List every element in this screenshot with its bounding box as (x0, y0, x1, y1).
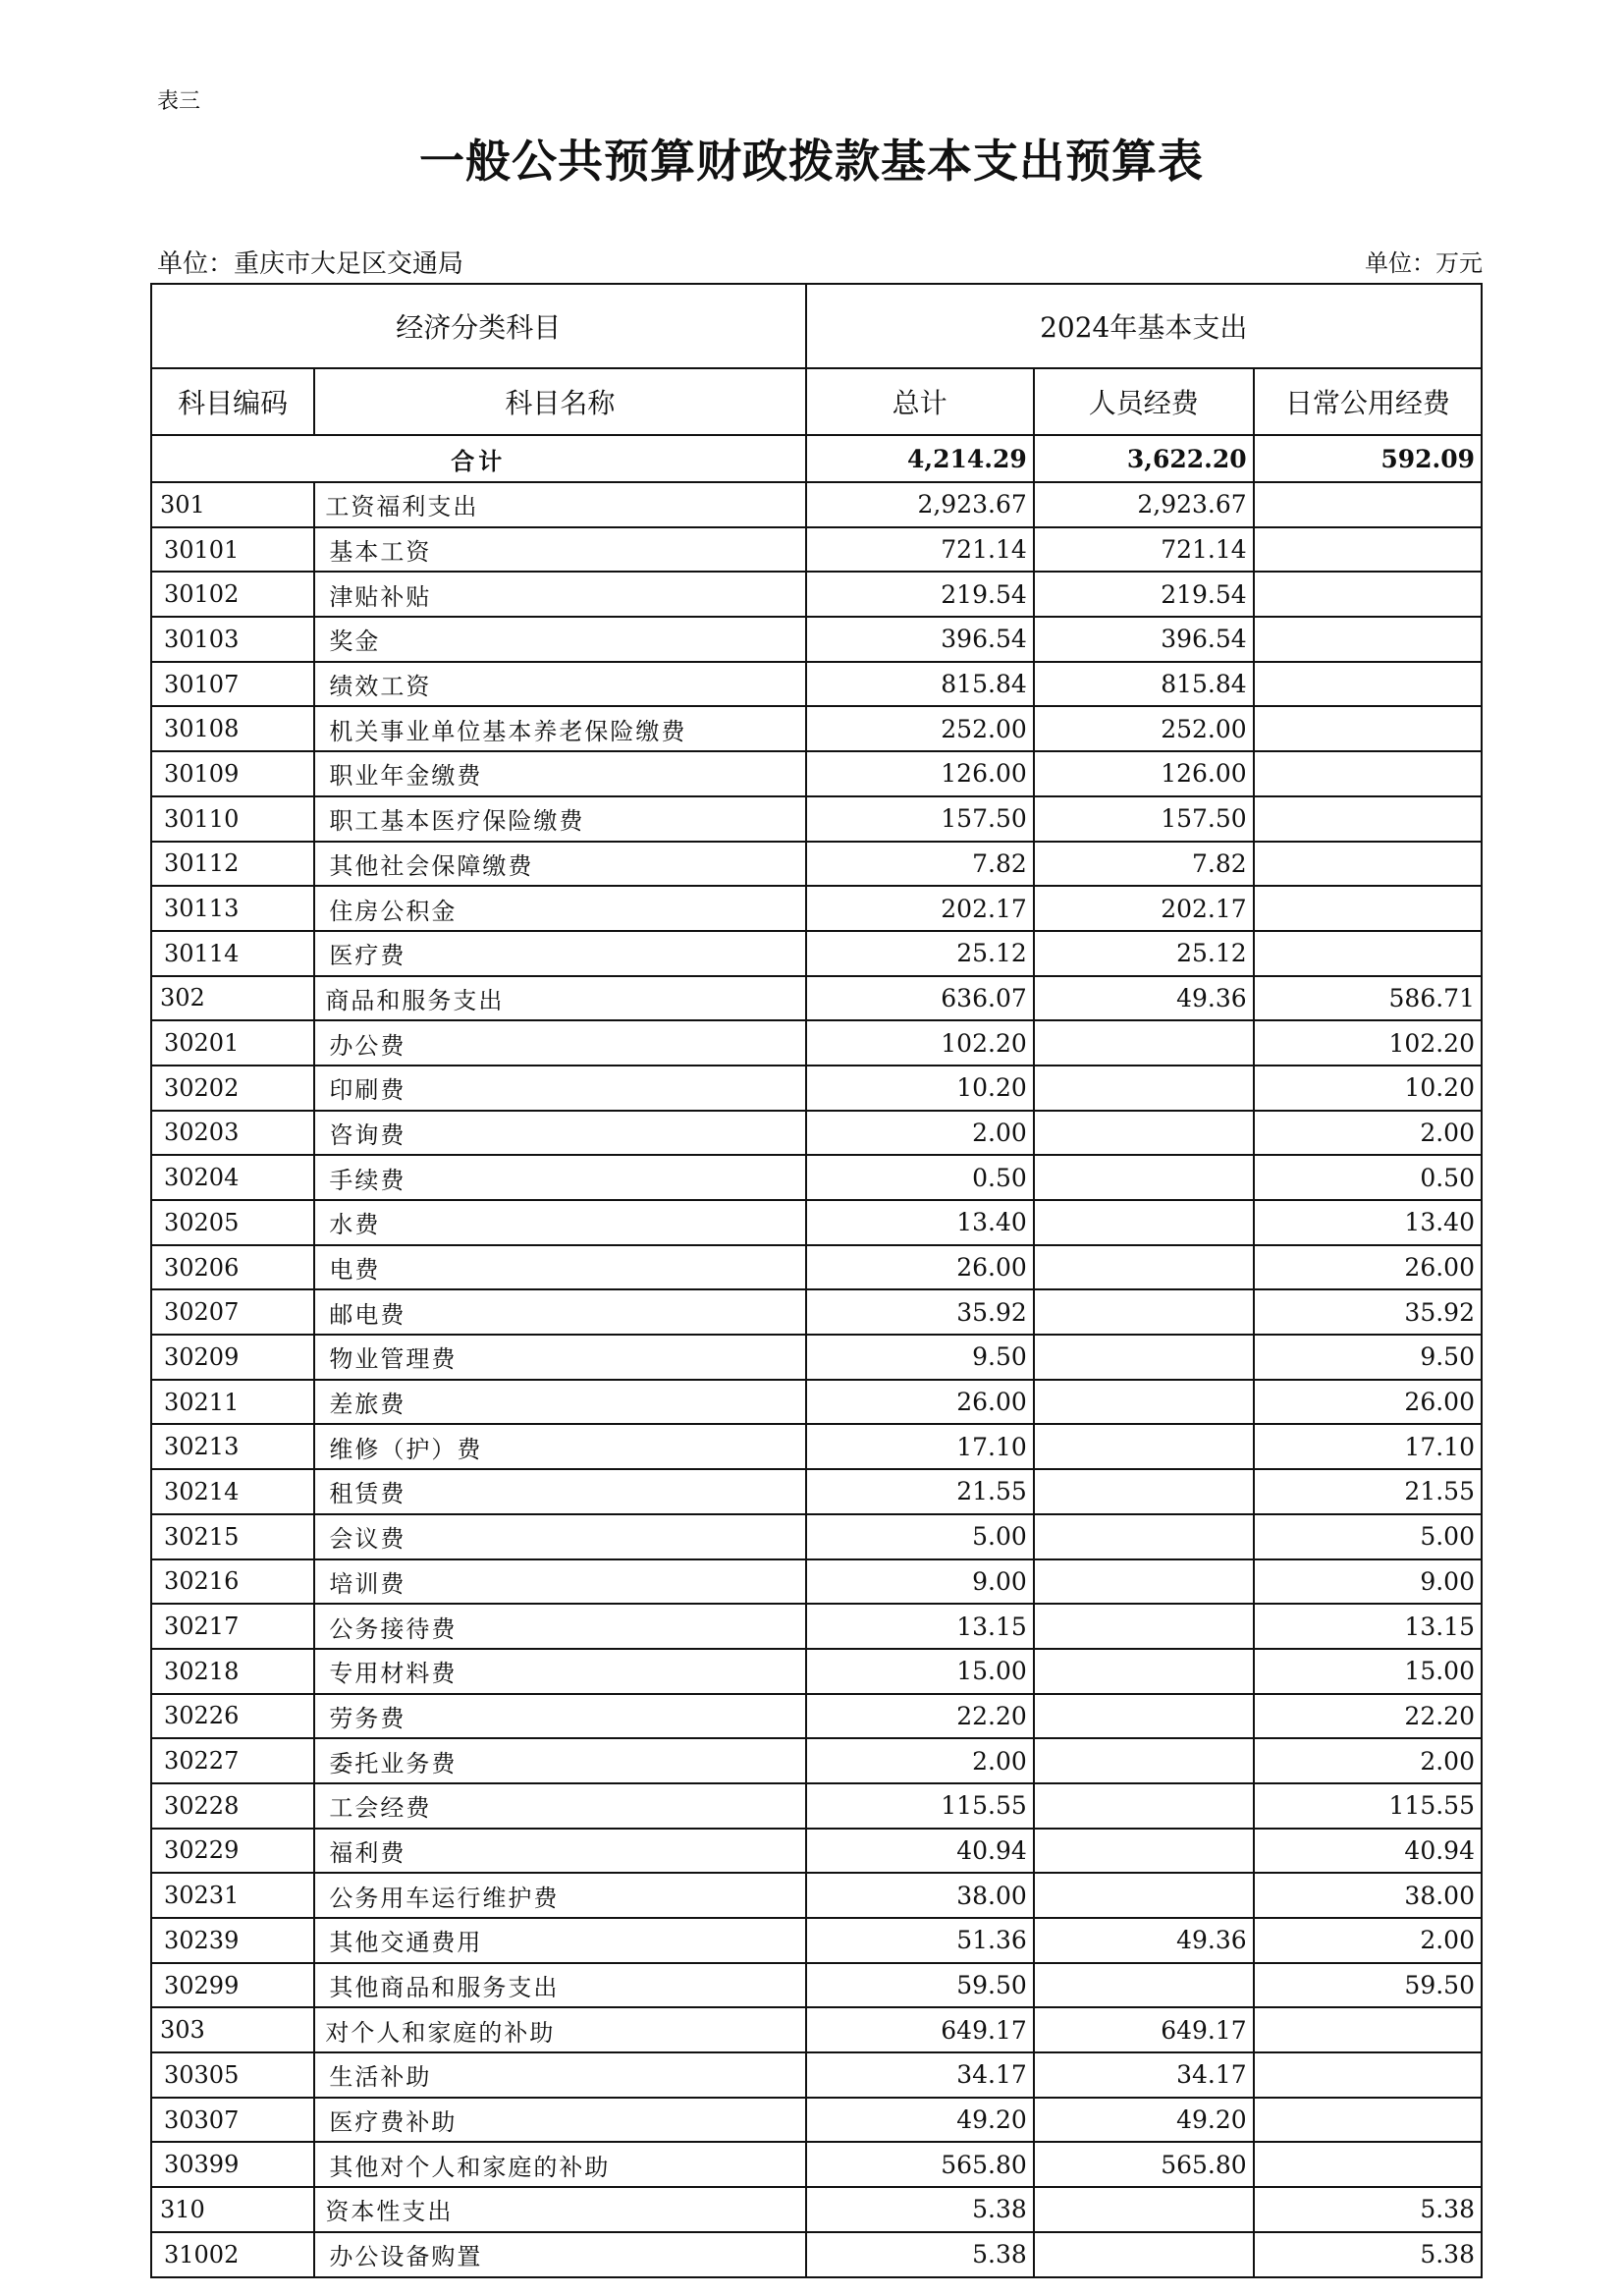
row-name: 资本性支出 (314, 2187, 805, 2232)
row-personnel (1034, 1289, 1254, 1335)
row-daily: 35.92 (1254, 1289, 1482, 1335)
row-personnel (1034, 1873, 1254, 1918)
table-row (151, 1469, 1482, 1514)
row-total: 2.00 (806, 1111, 1034, 1156)
row-code: 303 (151, 2007, 314, 2052)
table-row (151, 1066, 1482, 1111)
header-row-2 (151, 368, 1482, 435)
row-total: 219.54 (806, 572, 1034, 617)
row-code: 30213 (151, 1424, 314, 1469)
row-total: 9.50 (806, 1335, 1034, 1380)
row-total: 26.00 (806, 1380, 1034, 1425)
row-code: 30202 (151, 1066, 314, 1111)
row-daily: 5.38 (1254, 2187, 1482, 2232)
row-code: 30231 (151, 1873, 314, 1918)
total-personnel: 3,622.20 (1034, 435, 1254, 482)
row-name: 委托业务费 (314, 1738, 805, 1783)
row-total: 38.00 (806, 1873, 1034, 1918)
total-daily: 592.09 (1254, 435, 1482, 482)
table-row (151, 1289, 1482, 1335)
row-personnel (1034, 1514, 1254, 1559)
row-daily (1254, 706, 1482, 751)
table-row (151, 976, 1482, 1021)
row-name: 奖金 (314, 617, 805, 662)
row-name: 工资福利支出 (314, 482, 805, 527)
row-total: 10.20 (806, 1066, 1034, 1111)
row-total: 25.12 (806, 931, 1034, 976)
row-code: 30218 (151, 1649, 314, 1694)
row-code: 30206 (151, 1245, 314, 1290)
row-personnel: 2,923.67 (1034, 482, 1254, 527)
row-total: 565.80 (806, 2142, 1034, 2187)
row-personnel (1034, 1694, 1254, 1739)
row-name: 津贴补贴 (314, 572, 805, 617)
header-code: 科目编码 (151, 368, 314, 435)
table-row (151, 572, 1482, 617)
row-personnel (1034, 1604, 1254, 1649)
row-code: 30228 (151, 1783, 314, 1829)
row-personnel: 7.82 (1034, 842, 1254, 887)
table-row (151, 1111, 1482, 1156)
row-name: 物业管理费 (314, 1335, 805, 1380)
table-row (151, 1245, 1482, 1290)
row-personnel (1034, 1020, 1254, 1066)
row-name: 医疗费补助 (314, 2098, 805, 2143)
row-personnel: 202.17 (1034, 886, 1254, 931)
row-personnel: 565.80 (1034, 2142, 1254, 2187)
total-label: 合计 (151, 435, 806, 482)
row-code: 30229 (151, 1829, 314, 1874)
row-daily: 2.00 (1254, 1111, 1482, 1156)
row-total: 5.38 (806, 2187, 1034, 2232)
row-total: 7.82 (806, 842, 1034, 887)
row-daily: 9.50 (1254, 1335, 1482, 1380)
row-total: 0.50 (806, 1155, 1034, 1200)
row-code: 30109 (151, 751, 314, 796)
row-total: 649.17 (806, 2007, 1034, 2052)
table-row (151, 1918, 1482, 1963)
table-row (151, 796, 1482, 842)
row-personnel: 34.17 (1034, 2052, 1254, 2098)
row-total: 115.55 (806, 1783, 1034, 1829)
row-daily: 13.15 (1254, 1604, 1482, 1649)
table-row (151, 2098, 1482, 2143)
row-name: 咨询费 (314, 1111, 805, 1156)
table-row (151, 1783, 1482, 1829)
row-daily: 2.00 (1254, 1738, 1482, 1783)
row-total: 26.00 (806, 1245, 1034, 1290)
row-name: 维修（护）费 (314, 1424, 805, 1469)
row-name: 其他交通费用 (314, 1918, 805, 1963)
table-row (151, 842, 1482, 887)
row-daily: 21.55 (1254, 1469, 1482, 1514)
row-daily: 40.94 (1254, 1829, 1482, 1874)
row-name: 手续费 (314, 1155, 805, 1200)
row-daily (1254, 2007, 1482, 2052)
table-row (151, 482, 1482, 527)
row-daily: 38.00 (1254, 1873, 1482, 1918)
row-daily: 5.00 (1254, 1514, 1482, 1559)
row-total: 252.00 (806, 706, 1034, 751)
row-daily: 115.55 (1254, 1783, 1482, 1829)
row-name: 印刷费 (314, 1066, 805, 1111)
row-name: 办公费 (314, 1020, 805, 1066)
row-code: 30204 (151, 1155, 314, 1200)
table-row (151, 1604, 1482, 1649)
table-row (151, 1649, 1482, 1694)
row-total: 35.92 (806, 1289, 1034, 1335)
row-total: 202.17 (806, 886, 1034, 931)
row-daily (1254, 572, 1482, 617)
table-row (151, 1335, 1482, 1380)
row-total: 49.20 (806, 2098, 1034, 2143)
row-personnel (1034, 1963, 1254, 2008)
row-daily (1254, 527, 1482, 573)
total-row (151, 435, 1482, 482)
row-name: 其他对个人和家庭的补助 (314, 2142, 805, 2187)
row-daily: 5.38 (1254, 2232, 1482, 2277)
row-name: 公务用车运行维护费 (314, 1873, 805, 1918)
table-row (151, 1829, 1482, 1874)
row-personnel: 815.84 (1034, 662, 1254, 707)
row-daily: 9.00 (1254, 1559, 1482, 1605)
row-name: 职业年金缴费 (314, 751, 805, 796)
budget-table (150, 283, 1483, 2278)
row-code: 30209 (151, 1335, 314, 1380)
row-personnel (1034, 1738, 1254, 1783)
row-code: 30307 (151, 2098, 314, 2143)
row-name: 对个人和家庭的补助 (314, 2007, 805, 2052)
row-personnel (1034, 1829, 1254, 1874)
row-code: 30108 (151, 706, 314, 751)
row-code: 30217 (151, 1604, 314, 1649)
table-row (151, 1963, 1482, 2008)
row-total: 21.55 (806, 1469, 1034, 1514)
row-total: 51.36 (806, 1918, 1034, 1963)
row-personnel: 649.17 (1034, 2007, 1254, 2052)
row-personnel (1034, 1200, 1254, 1245)
row-code: 30201 (151, 1020, 314, 1066)
header-personnel: 人员经费 (1034, 368, 1254, 435)
table-row (151, 886, 1482, 931)
row-code: 30113 (151, 886, 314, 931)
row-daily: 26.00 (1254, 1245, 1482, 1290)
row-personnel: 49.36 (1034, 1918, 1254, 1963)
header-year-basic: 2024年基本支出 (806, 284, 1483, 368)
row-total: 9.00 (806, 1559, 1034, 1605)
row-name: 绩效工资 (314, 662, 805, 707)
row-daily (1254, 751, 1482, 796)
row-code: 30216 (151, 1559, 314, 1605)
row-code: 30305 (151, 2052, 314, 2098)
table-row (151, 2187, 1482, 2232)
table-row (151, 1873, 1482, 1918)
row-name: 公务接待费 (314, 1604, 805, 1649)
row-code: 30107 (151, 662, 314, 707)
table-row (151, 1738, 1482, 1783)
row-name: 差旅费 (314, 1380, 805, 1425)
table-row (151, 662, 1482, 707)
row-daily (1254, 2142, 1482, 2187)
total-total: 4,214.29 (806, 435, 1034, 482)
row-personnel: 157.50 (1034, 796, 1254, 842)
row-total: 5.38 (806, 2232, 1034, 2277)
row-name: 租赁费 (314, 1469, 805, 1514)
row-code: 301 (151, 482, 314, 527)
row-code: 30203 (151, 1111, 314, 1156)
row-total: 59.50 (806, 1963, 1034, 2008)
row-personnel (1034, 1424, 1254, 1469)
row-personnel (1034, 1245, 1254, 1290)
row-daily: 17.10 (1254, 1424, 1482, 1469)
row-name: 会议费 (314, 1514, 805, 1559)
row-code: 30207 (151, 1289, 314, 1335)
row-personnel: 721.14 (1034, 527, 1254, 573)
table-row (151, 931, 1482, 976)
row-code: 30110 (151, 796, 314, 842)
table-row (151, 1155, 1482, 1200)
row-code: 30114 (151, 931, 314, 976)
row-daily: 22.20 (1254, 1694, 1482, 1739)
row-total: 17.10 (806, 1424, 1034, 1469)
table-row (151, 1200, 1482, 1245)
row-code: 31002 (151, 2232, 314, 2277)
row-code: 302 (151, 976, 314, 1021)
row-personnel: 126.00 (1034, 751, 1254, 796)
row-personnel (1034, 1783, 1254, 1829)
row-daily: 13.40 (1254, 1200, 1482, 1245)
row-personnel (1034, 1066, 1254, 1111)
row-name: 福利费 (314, 1829, 805, 1874)
table-row (151, 1559, 1482, 1605)
row-code: 30226 (151, 1694, 314, 1739)
row-name: 劳务费 (314, 1694, 805, 1739)
row-name: 职工基本医疗保险缴费 (314, 796, 805, 842)
row-name: 机关事业单位基本养老保险缴费 (314, 706, 805, 751)
row-total: 721.14 (806, 527, 1034, 573)
row-name: 住房公积金 (314, 886, 805, 931)
row-code: 30101 (151, 527, 314, 573)
row-total: 2,923.67 (806, 482, 1034, 527)
row-total: 636.07 (806, 976, 1034, 1021)
table-row (151, 2052, 1482, 2098)
row-personnel (1034, 2232, 1254, 2277)
row-name: 其他商品和服务支出 (314, 1963, 805, 2008)
row-daily (1254, 796, 1482, 842)
row-total: 157.50 (806, 796, 1034, 842)
row-code: 30102 (151, 572, 314, 617)
header-daily: 日常公用经费 (1254, 368, 1482, 435)
row-code: 30214 (151, 1469, 314, 1514)
row-personnel (1034, 1380, 1254, 1425)
row-daily (1254, 842, 1482, 887)
row-name: 商品和服务支出 (314, 976, 805, 1021)
row-personnel (1034, 2187, 1254, 2232)
row-code: 30215 (151, 1514, 314, 1559)
row-personnel (1034, 1111, 1254, 1156)
row-daily: 2.00 (1254, 1918, 1482, 1963)
table-row (151, 2142, 1482, 2187)
header-name: 科目名称 (314, 368, 805, 435)
row-code: 30239 (151, 1918, 314, 1963)
row-total: 102.20 (806, 1020, 1034, 1066)
header-row-1 (151, 284, 1482, 368)
row-daily (1254, 931, 1482, 976)
row-total: 5.00 (806, 1514, 1034, 1559)
row-personnel: 252.00 (1034, 706, 1254, 751)
row-daily (1254, 482, 1482, 527)
table-number: 表三 (157, 89, 201, 114)
row-total: 40.94 (806, 1829, 1034, 1874)
unit-currency: 单位：万元 (1365, 249, 1483, 277)
row-personnel: 219.54 (1034, 572, 1254, 617)
table-row (151, 1514, 1482, 1559)
row-personnel (1034, 1335, 1254, 1380)
row-name: 医疗费 (314, 931, 805, 976)
header-econ-class: 经济分类科目 (151, 284, 806, 368)
row-daily (1254, 662, 1482, 707)
row-daily: 10.20 (1254, 1066, 1482, 1111)
row-total: 13.40 (806, 1200, 1034, 1245)
row-daily: 0.50 (1254, 1155, 1482, 1200)
row-personnel: 49.20 (1034, 2098, 1254, 2143)
row-daily: 26.00 (1254, 1380, 1482, 1425)
row-name: 工会经费 (314, 1783, 805, 1829)
page-title: 一般公共预算财政拨款基本支出预算表 (419, 135, 1204, 188)
row-name: 基本工资 (314, 527, 805, 573)
table-row (151, 751, 1482, 796)
row-daily: 102.20 (1254, 1020, 1482, 1066)
row-personnel: 25.12 (1034, 931, 1254, 976)
row-code: 30299 (151, 1963, 314, 2008)
table-row (151, 617, 1482, 662)
table-row (151, 706, 1482, 751)
row-total: 815.84 (806, 662, 1034, 707)
row-code: 30211 (151, 1380, 314, 1425)
row-name: 生活补助 (314, 2052, 805, 2098)
table-row (151, 1020, 1482, 1066)
row-daily (1254, 886, 1482, 931)
unit-organization: 单位：重庆市大足区交通局 (157, 249, 464, 279)
row-total: 22.20 (806, 1694, 1034, 1739)
row-code: 30112 (151, 842, 314, 887)
row-code: 30103 (151, 617, 314, 662)
row-name: 办公设备购置 (314, 2232, 805, 2277)
row-name: 培训费 (314, 1559, 805, 1605)
row-code: 30205 (151, 1200, 314, 1245)
row-name: 其他社会保障缴费 (314, 842, 805, 887)
row-personnel (1034, 1469, 1254, 1514)
row-total: 396.54 (806, 617, 1034, 662)
row-daily (1254, 2052, 1482, 2098)
row-personnel: 49.36 (1034, 976, 1254, 1021)
row-total: 34.17 (806, 2052, 1034, 2098)
row-personnel: 396.54 (1034, 617, 1254, 662)
row-daily: 15.00 (1254, 1649, 1482, 1694)
row-code: 30227 (151, 1738, 314, 1783)
row-total: 15.00 (806, 1649, 1034, 1694)
row-name: 水费 (314, 1200, 805, 1245)
row-name: 邮电费 (314, 1289, 805, 1335)
row-total: 13.15 (806, 1604, 1034, 1649)
table-row (151, 1380, 1482, 1425)
row-daily: 586.71 (1254, 976, 1482, 1021)
row-total: 2.00 (806, 1738, 1034, 1783)
row-personnel (1034, 1559, 1254, 1605)
table-row (151, 2232, 1482, 2277)
header-total: 总计 (806, 368, 1034, 435)
table-row (151, 2007, 1482, 2052)
row-code: 310 (151, 2187, 314, 2232)
row-personnel (1034, 1649, 1254, 1694)
row-code: 30399 (151, 2142, 314, 2187)
row-daily (1254, 2098, 1482, 2143)
row-name: 电费 (314, 1245, 805, 1290)
table-row (151, 1424, 1482, 1469)
row-daily (1254, 617, 1482, 662)
table-row (151, 527, 1482, 573)
table-row (151, 1694, 1482, 1739)
row-total: 126.00 (806, 751, 1034, 796)
row-name: 专用材料费 (314, 1649, 805, 1694)
row-personnel (1034, 1155, 1254, 1200)
row-daily: 59.50 (1254, 1963, 1482, 2008)
